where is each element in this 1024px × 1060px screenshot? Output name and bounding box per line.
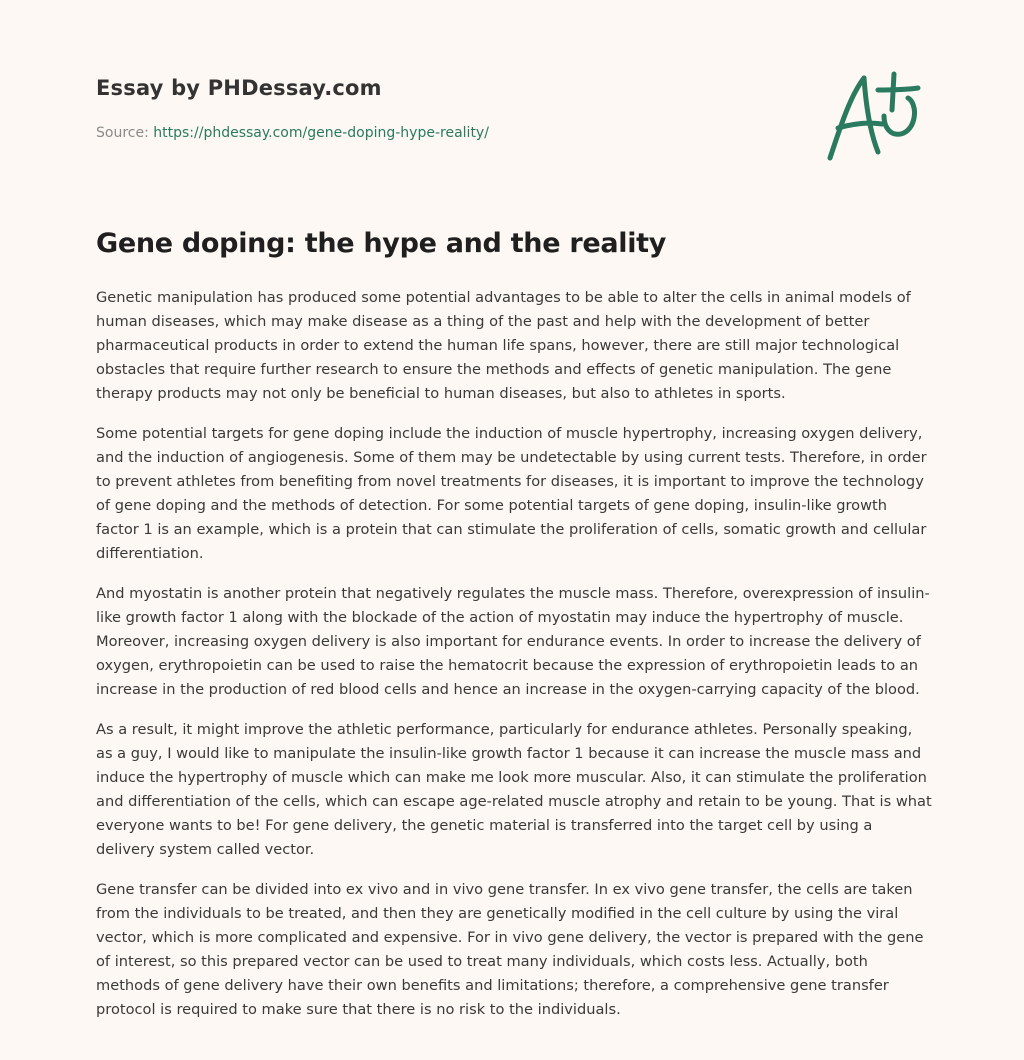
essay-paragraph: Genetic manipulation has produced some potential advantages to be able to alter the cells in animal models of human diseases, which may make disease as a thing of the past and help with the development of better pharmaceutical products in order to extend the human life spans, however, there are still major technological obstacles that require further research to ensure the methods and effects of genetic manipulation. The gene therapy products may not only be beneficial to human diseases, but also to athletes in sports. xyxy=(96,289,911,402)
a-plus-grade-icon xyxy=(822,66,932,166)
essay-title: Gene doping: the hype and the reality xyxy=(96,228,667,259)
site-brand: Essay by PHDessay.com xyxy=(96,76,382,100)
essay-paragraph: As a result, it might improve the athletic performance, particularly for endurance athletes. Personally speaking, as a guy, I would like to manipulate the insulin-like growth factor 1 because it can increase the muscle mass and induce the hypertrophy of muscle which can make me look more muscular. Also, it can stimulate the proliferation and differentiation of the cells, which can escape age-related muscle atrophy and retain to be young. That is what everyone wants to be! For gene delivery, the genetic material is transferred into the target cell by using a delivery system called vector. xyxy=(96,721,932,858)
essay-body xyxy=(96,286,932,1038)
essay-paragraph: And myostatin is another protein that negatively regulates the muscle mass. Therefore, overexpression of insulin-like growth factor 1 along with the blockade of the action of myostatin may induce the hypertrophy of muscle. Moreover, increasing oxygen delivery is also important for endurance events. In order to increase the delivery of oxygen, erythropoietin can be used to raise the hematocrit because the expression of erythropoietin leads to an increase in the production of red blood cells and hence an increase in the oxygen-carrying capacity of the blood. xyxy=(96,585,930,698)
source-link[interactable]: https://phdessay.com/gene-doping-hype-reality/ xyxy=(153,125,489,141)
source-label: Source: xyxy=(96,125,154,141)
essay-header xyxy=(96,76,926,166)
source-line xyxy=(96,125,926,141)
essay-paragraph: Gene transfer can be divided into ex vivo and in vivo gene transfer. In ex vivo gene transfer, the cells are taken from the individuals to be treated, and then they are genetically modified in the cell culture by using the viral vector, which is more complicated and expensive. For in vivo gene delivery, the vector is prepared with the gene of interest, so this prepared vector can be used to treat many individuals, which costs less. Actually, both methods of gene delivery have their own benefits and limitations; therefore, a comprehensive gene transfer protocol is required to make sure that there is no risk to the individuals. xyxy=(96,881,924,1018)
essay-paragraph: Some potential targets for gene doping include the induction of muscle hypertrophy, increasing oxygen delivery, and the induction of angiogenesis. Some of them may be undetectable by using current tests. Therefore, in order to prevent athletes from benefiting from novel treatments for diseases, it is important to improve the technology of gene doping and the methods of detection. For some potential targets of gene doping, insulin-like growth factor 1 is an example, which is a protein that can stimulate the proliferation of cells, somatic growth and cellular differentiation. xyxy=(96,425,927,562)
